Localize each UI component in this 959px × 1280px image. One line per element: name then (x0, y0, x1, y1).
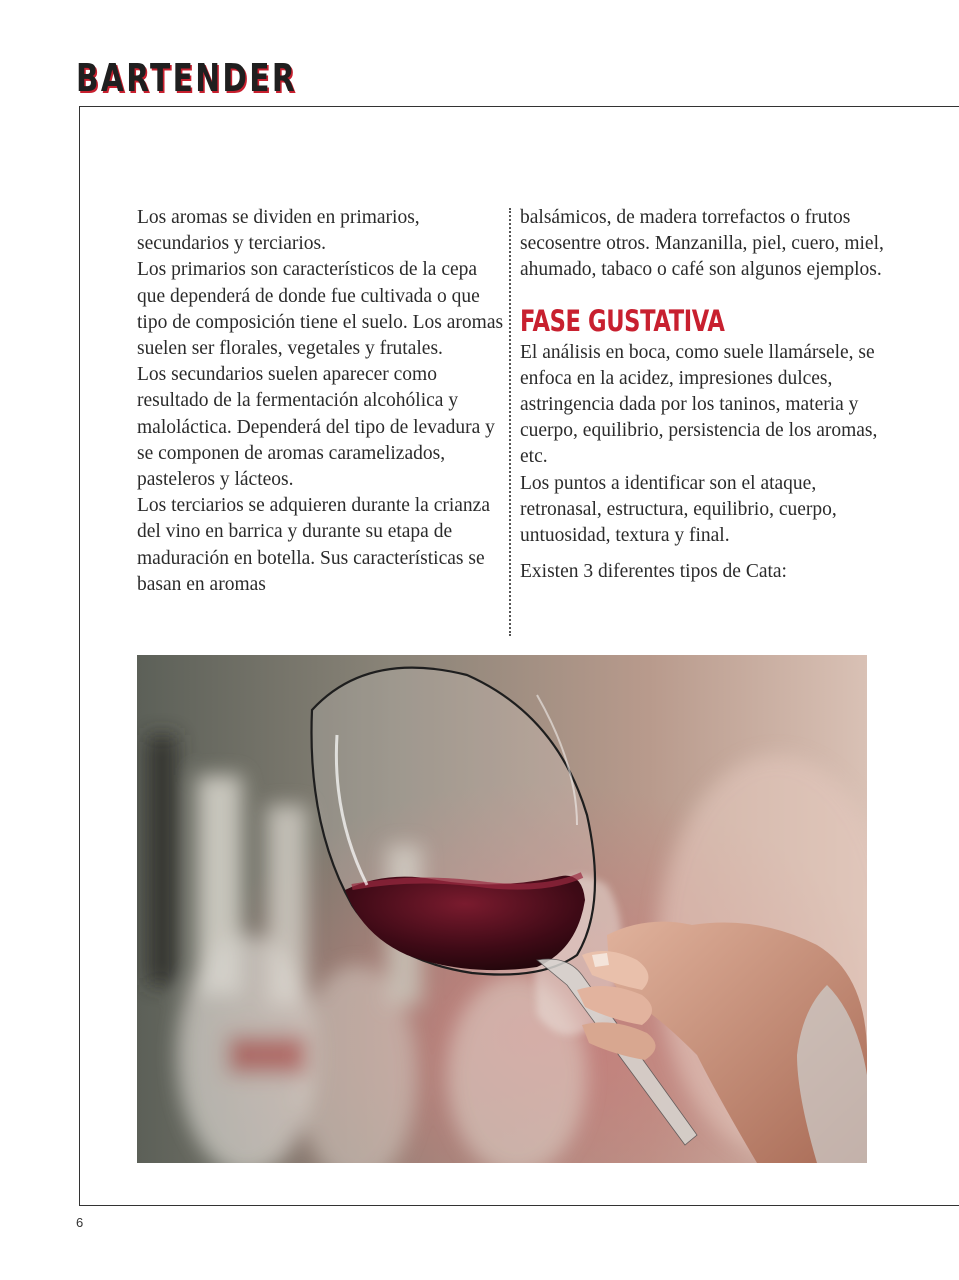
paragraph: El análisis en boca, como suele llamársele, se enfoca en la acidez, impresiones dulces, astringencia dada por los taninos, materia y cuerpo, equilibrio, persistencia de los aromas, etc. (520, 341, 878, 468)
masthead: BARTENDER (76, 56, 298, 100)
paragraph: Los secundarios suelen aparecer como resultado de la fermentación alcohólica y maloláctica. Dependerá del tipo de levadura y se componen de aromas caramelizados, pasteleros y lácteos. (137, 364, 495, 491)
section-heading: FASE GUSTATIVA (520, 303, 725, 338)
wine-tasting-photo (137, 655, 867, 1163)
paragraph: Existen 3 diferentes tipos de Cata: (520, 561, 787, 583)
column-divider (509, 208, 511, 636)
paragraph: balsámicos, de madera torrefactos o frutos secosentre otros. Manzanilla, piel, cuero, miel, ahumado, tabaco o café son algunos ejemplos. (520, 207, 884, 281)
column-right (520, 205, 890, 585)
paragraph: Los terciarios se adquieren durante la crianza del vino en barrica y durante su etapa de maduración en botella. Sus características se basan en aromas (137, 495, 490, 595)
paragraph: Los primarios son característicos de la cepa que dependerá de donde fue cultivada o que tipo de composición tiene el suelo. Los aromas suelen ser florales, vegetales y frutales. (137, 259, 504, 360)
paragraph: Los aromas se dividen en primarios, secundarios y terciarios. (137, 207, 420, 255)
page-number: 6 (76, 1215, 84, 1230)
column-left (137, 205, 507, 598)
paragraph: Los puntos a identificar son el ataque, retronasal, estructura, equilibrio, cuerpo, untuosidad, textura y final. (520, 472, 837, 547)
